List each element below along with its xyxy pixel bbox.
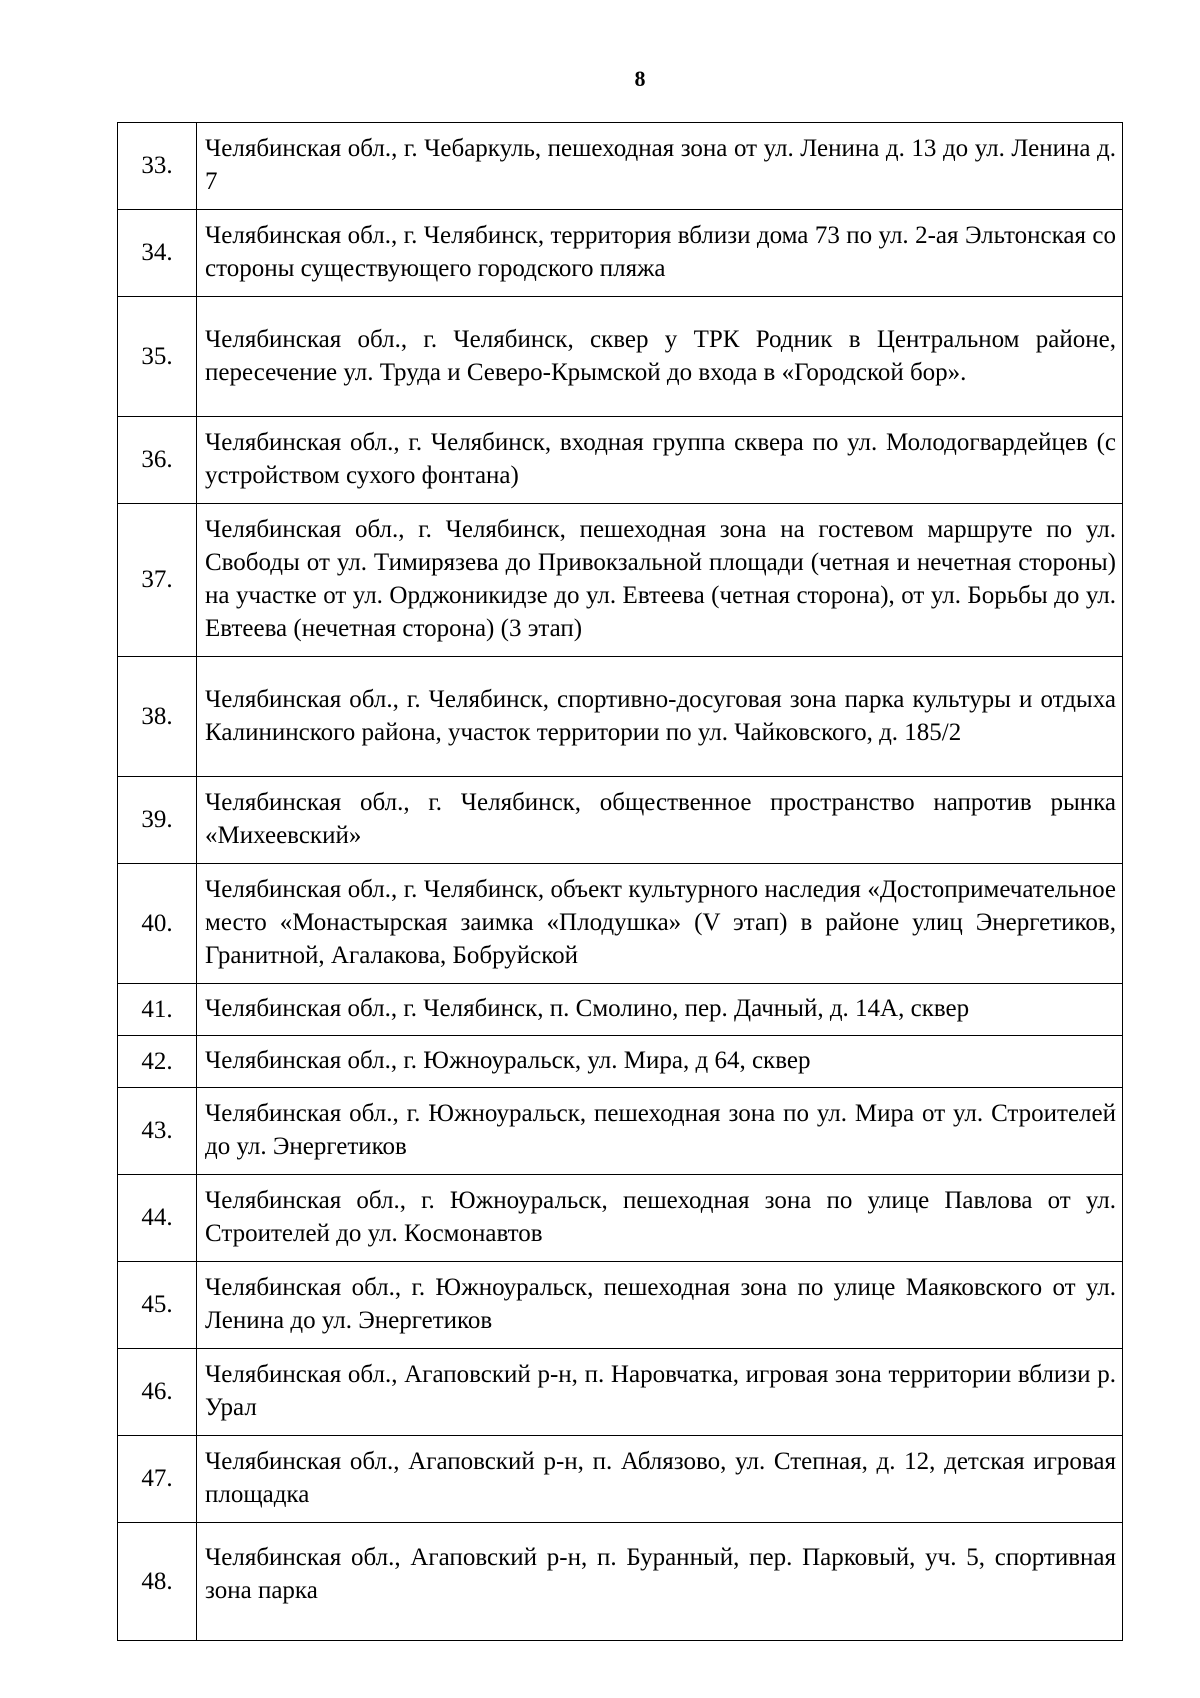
row-text: Челябинская обл., г. Челябинск, входная группа сквера по ул. Молодогвардейцев (с устройством сухого фонтана) bbox=[197, 417, 1123, 504]
table-row bbox=[118, 1349, 1123, 1436]
table-row bbox=[118, 123, 1123, 210]
row-number: 37. bbox=[118, 504, 197, 657]
row-text: Челябинская обл., Агаповский р-н, п. Аблязово, ул. Степная, д. 12, детская игровая площадка bbox=[197, 1436, 1123, 1523]
table-row bbox=[118, 297, 1123, 417]
row-number: 35. bbox=[118, 297, 197, 417]
table-row bbox=[118, 1036, 1123, 1088]
row-text: Челябинская обл., г. Южноуральск, пешеходная зона по улице Маяковского от ул. Ленина до ул. Энергетиков bbox=[197, 1262, 1123, 1349]
row-text: Челябинская обл., г. Челябинск, территория вблизи дома 73 по ул. 2-ая Эльтонская со стороны существующего городского пляжа bbox=[197, 210, 1123, 297]
table-row bbox=[118, 1523, 1123, 1641]
row-number: 40. bbox=[118, 864, 197, 984]
table-row bbox=[118, 1436, 1123, 1523]
row-number: 36. bbox=[118, 417, 197, 504]
row-text: Челябинская обл., г. Чебаркуль, пешеходная зона от ул. Ленина д. 13 до ул. Ленина д. 7 bbox=[197, 123, 1123, 210]
row-number: 34. bbox=[118, 210, 197, 297]
table-row bbox=[118, 1262, 1123, 1349]
row-number: 43. bbox=[118, 1088, 197, 1175]
table-row bbox=[118, 417, 1123, 504]
row-text: Челябинская обл., г. Южноуральск, ул. Мира, д 64, сквер bbox=[197, 1036, 1123, 1088]
row-text: Челябинская обл., г. Челябинск, сквер у ТРК Родник в Центральном районе, пересечение ул. Труда и Северо-Крымской до входа в «Городской бор». bbox=[197, 297, 1123, 417]
row-text: Челябинская обл., г. Челябинск, объект культурного наследия «Достопримечательное место «Монастырская заимка «Плодушка» (V этап) в районе улиц Энергетиков, Гранитной, Агалакова, Бобруйской bbox=[197, 864, 1123, 984]
row-text: Челябинская обл., Агаповский р-н, п. Буранный, пер. Парковый, уч. 5, спортивная зона парка bbox=[197, 1523, 1123, 1641]
row-number: 38. bbox=[118, 657, 197, 777]
objects-table bbox=[117, 122, 1123, 1641]
row-text: Челябинская обл., Агаповский р-н, п. Наровчатка, игровая зона территории вблизи р. Урал bbox=[197, 1349, 1123, 1436]
table-row bbox=[118, 657, 1123, 777]
row-text: Челябинская обл., г. Челябинск, пешеходная зона на гостевом маршруте по ул. Свободы от ул. Тимирязева до Привокзальной площади (четная и нечетная стороны) на участке от ул. Орджоникидзе до ул. Евтеева (четная сторона), от ул. Борьбы до ул. Евтеева (нечетная сторона) (3 этап) bbox=[197, 504, 1123, 657]
table-row bbox=[118, 777, 1123, 864]
row-text: Челябинская обл., г. Челябинск, п. Смолино, пер. Дачный, д. 14А, сквер bbox=[197, 984, 1123, 1036]
page-number: 8 bbox=[634, 66, 646, 91]
row-number: 46. bbox=[118, 1349, 197, 1436]
table-row bbox=[118, 984, 1123, 1036]
row-number: 48. bbox=[118, 1523, 197, 1641]
table-row bbox=[118, 1088, 1123, 1175]
row-text: Челябинская обл., г. Южноуральск, пешеходная зона по ул. Мира от ул. Строителей до ул. Энергетиков bbox=[197, 1088, 1123, 1175]
row-text: Челябинская обл., г. Челябинск, спортивно-досуговая зона парка культуры и отдыха Калининского района, участок территории по ул. Чайковского, д. 185/2 bbox=[197, 657, 1123, 777]
row-number: 33. bbox=[118, 123, 197, 210]
row-number: 41. bbox=[118, 984, 197, 1036]
row-number: 44. bbox=[118, 1175, 197, 1262]
table-row bbox=[118, 864, 1123, 984]
table-row bbox=[118, 210, 1123, 297]
table-row bbox=[118, 1175, 1123, 1262]
row-number: 45. bbox=[118, 1262, 197, 1349]
row-number: 39. bbox=[118, 777, 197, 864]
row-text: Челябинская обл., г. Челябинск, общественное пространство напротив рынка «Михеевский» bbox=[197, 777, 1123, 864]
row-number: 47. bbox=[118, 1436, 197, 1523]
row-number: 42. bbox=[118, 1036, 197, 1088]
table-row bbox=[118, 504, 1123, 657]
row-text: Челябинская обл., г. Южноуральск, пешеходная зона по улице Павлова от ул. Строителей до ул. Космонавтов bbox=[197, 1175, 1123, 1262]
